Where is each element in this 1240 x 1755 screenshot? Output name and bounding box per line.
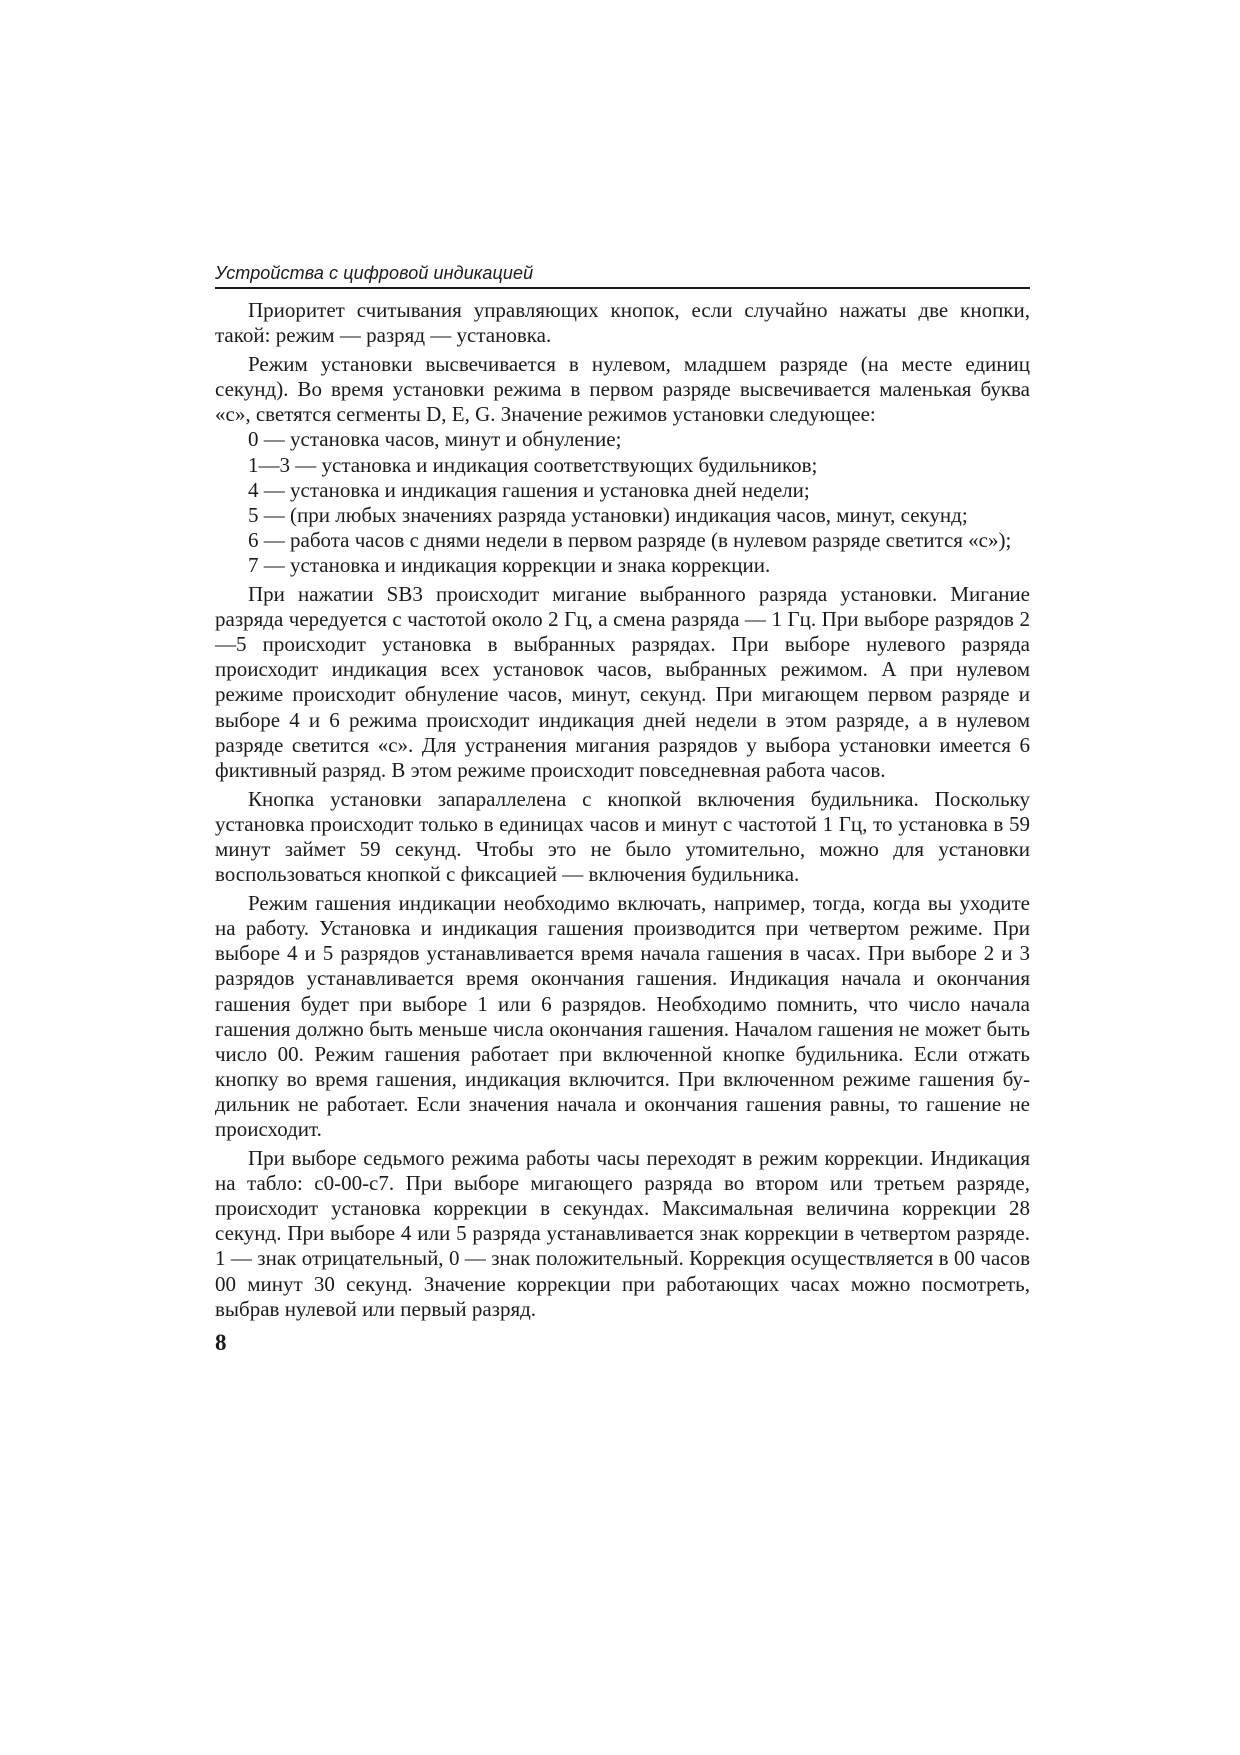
list-item-mode-4: 4 — установка и индикация гашения и установка дней недели; bbox=[248, 477, 810, 502]
book-page bbox=[215, 262, 1030, 1356]
paragraph-correction: При выборе седьмого режима работы часы переходят в режим коррекции. Индикация на табло: с0-00-с7. При выборе мигающего разряда во втором или третьем разряде, происходит установка коррекции в секундах. Максимальная величина коррекции 28 секунд. При выборе 4 или 5 разряда устанавливается знак коррекции в четвертом разряде. 1 — знак отрицательный, 0 — знак положительный. Коррекция осуществляется в 00 часов 00 минут 30 секунд. Значение коррекции при работающих часах можно посмотреть, выбрав нулевой или первый разряд. bbox=[215, 1146, 1030, 1321]
list-item-mode-7: 7 — установка и индикация коррекции и знака коррекции. bbox=[248, 552, 771, 577]
paragraph-priority: Приоритет считывания управляющих кнопок, если случайно нажаты две кнопки, такой: режим — разряд — установка. bbox=[215, 298, 1030, 348]
paragraph-setup-button: Кнопка установки запараллелена с кнопкой включения будильника. Поскольку установка происходит только в единицах часов и минут с частотой 1 Гц, то установка в 59 минут займет 59 секунд. Чтобы это не было утомительно, можно для установки воспользоваться кнопкой с фиксацией — включения будильника. bbox=[215, 786, 1030, 887]
list-item-mode-5: 5 — (при любых значениях разряда установки) индикация часов, минут, секунд; bbox=[248, 502, 968, 527]
paragraph-sb3: При нажатии SB3 происходит мигание выбранного разряда установки. Мигание разряда чередуется с частотой около 2 Гц, а смена разряда — 1 Гц. При выборе разрядов 2—5 происходит установка в выбранных разрядах. При выборе нулевого разряда происходит индикация всех установок часов, выбранных режимом. А при нулевом режиме происходит обнуление часов, минут, секунд. При мигающем первом разряде и выборе 4 и 6 режима происходит индикация дней недели в этом разряде, а в нулевом разряде светится «с». Для устранения мигания разрядов у выбора установки имеется 6 фиктивный разряд. В этом режиме происходит повседневная работа часов. bbox=[215, 582, 1030, 782]
list-item-mode-1-3: 1—3 — установка и индикация соответствующих будильников; bbox=[248, 452, 818, 477]
page-number: 8 bbox=[215, 1329, 227, 1355]
list-item-mode-0: 0 — установка часов, минут и обнуление; bbox=[248, 427, 622, 452]
list-item-mode-6: 6 — работа часов с днями недели в первом разряде (в нулевом разряде светится «с»); bbox=[248, 527, 1012, 552]
paragraph-setup-mode: Режим установки высвечивается в нулевом, младшем разряде (на месте единиц секунд). Во время установки режима в первом разряде высвечивается маленькая буква «с», светятся сегменты D, E, G. Значение режимов установки следующее: bbox=[215, 352, 1030, 427]
body-text bbox=[215, 298, 1030, 1322]
running-head: Устройства с цифровой индикацией bbox=[215, 262, 1030, 289]
paragraph-blanking: Режим гашения индикации необходимо включать, например, тогда, когда вы уходите на работу. Установка и индикация гашения производится при четвертом режиме. При выборе 4 и 5 разрядов устанавливается время начала гашения в часах. При выборе 2 и 3 разрядов устанавливается время окончания гашения. Индикация начала и окончания гашения будет при выборе 1 или 6 разрядов. Необходимо помнить, что число начала гашения должно быть меньше числа окончания гашения. Началом гашения не может быть число 00. Режим гашения работает при включенной кнопке будильника. Если отжать кнопку во время гашения, индикация включится. При включенном режиме гашения будильник не работает. Если значения начала и окончания гашения равны, то гашение не происходит. bbox=[215, 891, 1030, 1141]
